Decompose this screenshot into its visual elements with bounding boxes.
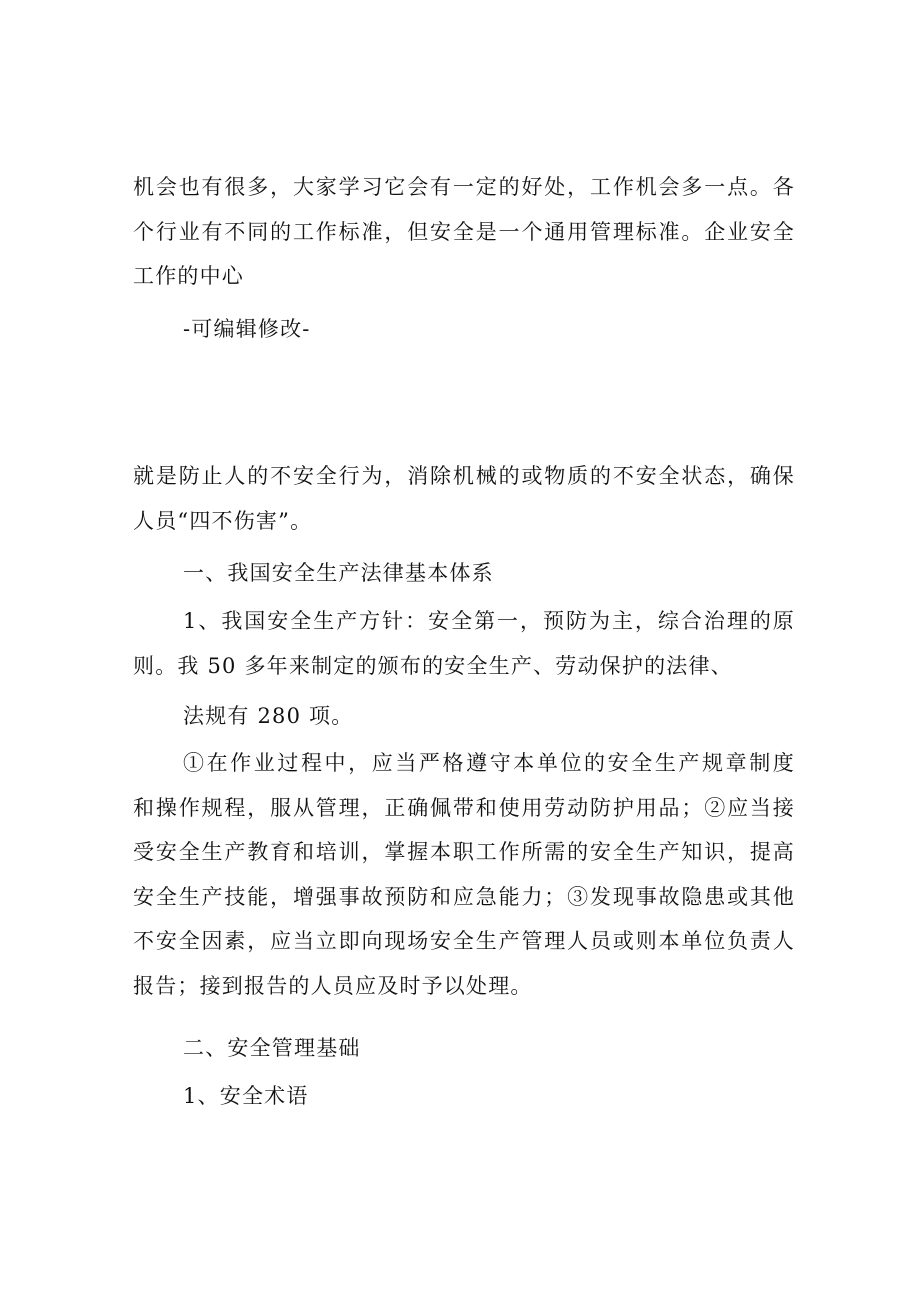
- text-line: ①在作业过程中，应当严格遵守本单位的安全生产规章制度: [183, 751, 795, 775]
- text-line: 则。我 50 多年来制定的颁布的安全生产、劳动保护的法律、: [133, 653, 733, 678]
- section-heading-text: 二、安全管理基础: [183, 1036, 361, 1060]
- section-heading-two: [133, 1026, 795, 1071]
- text-line: 和操作规程，服从管理，正确佩带和使用劳动防护用品；②应当接: [133, 795, 795, 820]
- text-line: 1、我国安全生产方针：安全第一，预防为主，综合治理的原: [183, 609, 795, 633]
- text-line: 不安全因素，应当立即向现场安全生产管理人员或则本单位负责人: [133, 929, 795, 953]
- text-line: 法规有 280 项。: [183, 704, 354, 728]
- text-line: 个行业有不同的工作标准，但安全是一个通用管理标准。企业安全: [133, 219, 795, 244]
- paragraph-point-one-tail: [133, 694, 795, 739]
- sub-heading-text: 1、安全术语: [183, 1084, 309, 1108]
- text-line: 机会也有很多，大家学习它会有一定的好处，工作机会多一点。各: [133, 175, 795, 199]
- paragraph-top-fragment: [133, 165, 795, 299]
- section-heading-one: [133, 551, 795, 596]
- text-line: 工作的中心: [133, 264, 244, 288]
- sub-heading-terms: [133, 1074, 795, 1119]
- editable-note: [133, 307, 795, 352]
- section-heading-text: 一、我国安全生产法律基本体系: [183, 561, 494, 585]
- paragraph-duties: [133, 741, 795, 1008]
- text-line: 受安全生产教育和培训，掌握本职工作所需的安全生产知识，提高: [133, 840, 795, 864]
- editable-note-text: -可编辑修改-: [183, 317, 311, 341]
- text-line: 人员“四不伤害”。: [133, 508, 313, 533]
- text-line: 就是防止人的不安全行为，消除机械的或物质的不安全状态，确保: [133, 464, 795, 488]
- paragraph-continuation: [133, 454, 795, 543]
- paragraph-point-one: [133, 599, 795, 688]
- text-line: 报告；接到报告的人员应及时予以处理。: [133, 973, 533, 998]
- text-line: 安全生产技能，增强事故预防和应急能力；③发现事故隐患或其他: [133, 884, 795, 909]
